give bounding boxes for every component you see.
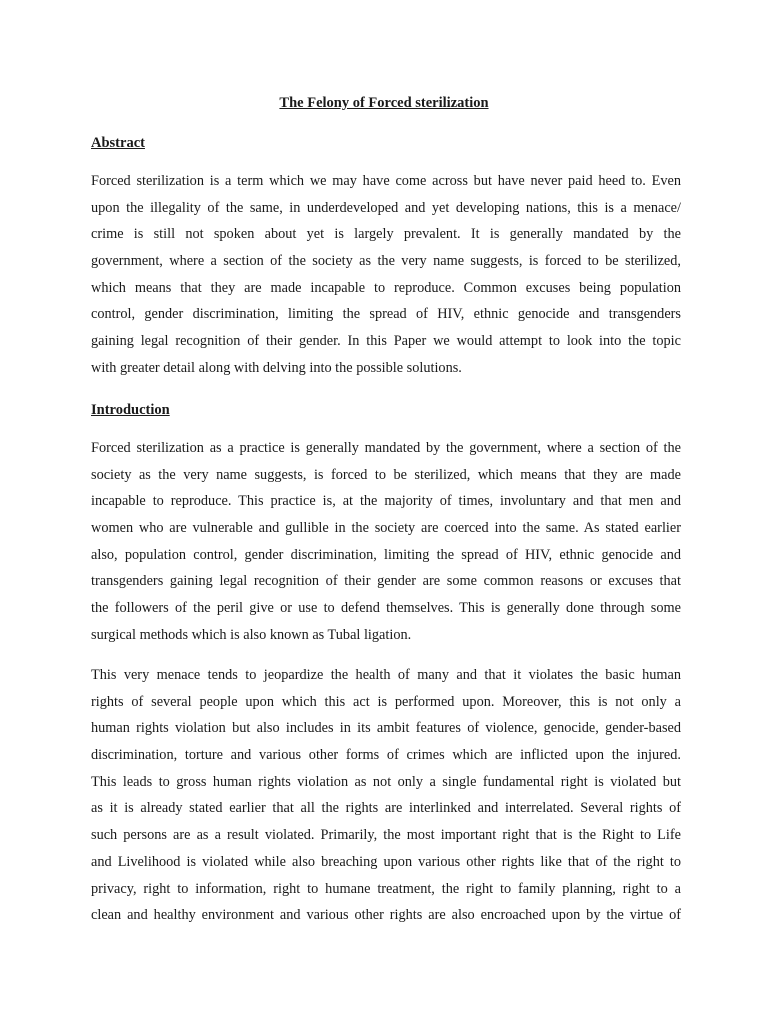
text-line: also, population control, gender discrimination, limiting the spread of HIV, ethnic genocide and bbox=[91, 546, 681, 563]
text-line: Forced sterilization as a practice is generally mandated by the government, where a section of the bbox=[91, 440, 681, 456]
text-line: This leads to gross human rights violation as not only a single fundamental right is violated but bbox=[91, 773, 681, 790]
text-line: privacy, right to information, right to humane treatment, the right to family planning, right to a bbox=[91, 880, 681, 897]
introduction-paragraph-2 bbox=[91, 662, 681, 929]
introduction-heading: Introduction bbox=[91, 402, 170, 418]
text-line: as it is already stated earlier that all the rights are interlinked and interrelated. Several rights of bbox=[91, 800, 681, 817]
text-line: such persons are as a result violated. Primarily, the most important right that is the Right to Life bbox=[91, 827, 681, 844]
text-line: discrimination, torture and various other forms of crimes which are inflicted upon the injured. bbox=[91, 747, 681, 764]
text-line: incapable to reproduce. This practice is, at the majority of times, involuntary and that men and bbox=[91, 493, 681, 510]
text-line: women who are vulnerable and gullible in the society are coerced into the same. As stated earlier bbox=[91, 520, 681, 537]
document-title: The Felony of Forced sterilization bbox=[279, 95, 489, 111]
text-line: This very menace tends to jeopardize the health of many and that it violates the basic human bbox=[91, 667, 681, 683]
text-line: rights of several people upon which this act is performed upon. Moreover, this is not only a bbox=[91, 693, 681, 710]
text-line: surgical methods which is also known as Tubal ligation. bbox=[91, 626, 412, 643]
text-line: human rights violation but also includes in its ambit features of violence, genocide, gender-based bbox=[91, 720, 681, 737]
text-line: the followers of the peril give or use to defend themselves. This is generally done through some bbox=[91, 600, 681, 617]
text-line: and Livelihood is violated while also breaching upon various other rights like that of the right to bbox=[91, 853, 681, 870]
text-line: Forced sterilization is a term which we may have come across but have never paid heed to. Even bbox=[91, 173, 681, 189]
text-line: clean and healthy environment and various other rights are also encroached upon by the virtue of bbox=[91, 907, 681, 924]
text-line: transgenders gaining legal recognition of their gender are some common reasons or excuses that bbox=[91, 573, 681, 590]
abstract-heading: Abstract bbox=[91, 135, 145, 151]
text-line: control, gender discrimination, limiting the spread of HIV, ethnic genocide and transgenders bbox=[91, 306, 681, 323]
text-line: crime is still not spoken about yet is largely prevalent. It is generally mandated by the bbox=[91, 226, 681, 243]
introduction-paragraph-1 bbox=[91, 435, 681, 649]
text-line: with greater detail along with delving into the possible solutions. bbox=[91, 359, 462, 376]
text-line: society as the very name suggests, is forced to be sterilized, which means that they are made bbox=[91, 466, 681, 483]
text-line: gaining legal recognition of their gender. In this Paper we would attempt to look into the topic bbox=[91, 333, 681, 350]
text-line: which means that they are made incapable to reproduce. Common excuses being population bbox=[91, 279, 681, 296]
abstract-paragraph bbox=[91, 168, 681, 382]
text-line: upon the illegality of the same, in underdeveloped and yet developing nations, this is a menace/ bbox=[91, 199, 681, 216]
text-line: government, where a section of the society as the very name suggests, is forced to be sterilized, bbox=[91, 253, 681, 270]
